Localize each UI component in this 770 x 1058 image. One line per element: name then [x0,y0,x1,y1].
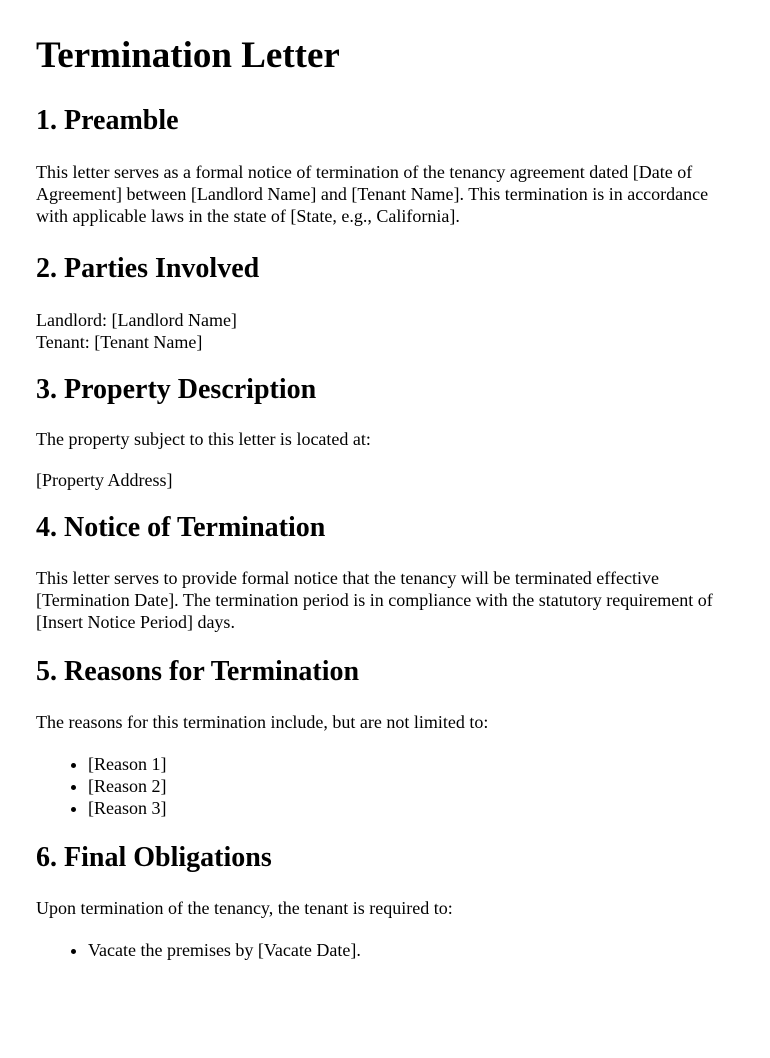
obligations-intro-paragraph: Upon termination of the tenancy, the tenant is required to: [36,898,453,918]
section-heading-reasons: 5. Reasons for Termination [36,656,360,687]
document-title: Termination Letter [36,35,340,76]
property-intro-paragraph: The property subject to this letter is located at: [36,429,371,449]
notice-paragraph: This letter serves to provide formal notice that the tenancy will be terminated effective [Termination Date]. The termination period is in compliance with the statutory requirement of [Insert Notice Period] days. [36,568,713,632]
section-heading-property: 3. Property Description [36,374,317,405]
reasons-list [36,753,734,819]
property-address: [Property Address] [36,470,173,490]
reason-item-1: • [Reason 1] [88,753,734,775]
parties-landlord: Landlord: [Landlord Name] [36,310,237,330]
preamble-paragraph: This letter serves as a formal notice of termination of the tenancy agreement dated [Date of Agreement] between [Landlord Name] and [Tenant Name]. This termination is in accordance with applicable laws in the state of [State, e.g., California]. [36,162,709,226]
obligations-list [36,939,734,961]
section-heading-notice: 4. Notice of Termination [36,512,326,543]
reason-item-3: • [Reason 3] [88,797,734,819]
section-heading-obligations: 6. Final Obligations [36,842,272,873]
document-page [0,34,770,961]
reasons-intro-paragraph: The reasons for this termination include, but are not limited to: [36,712,489,732]
obligation-item-1: • Vacate the premises by [Vacate Date]. [88,939,734,961]
section-heading-parties: 2. Parties Involved [36,253,260,284]
parties-tenant: Tenant: [Tenant Name] [36,332,203,352]
reason-item-2: • [Reason 2] [88,775,734,797]
section-heading-preamble: 1. Preamble [36,105,179,136]
